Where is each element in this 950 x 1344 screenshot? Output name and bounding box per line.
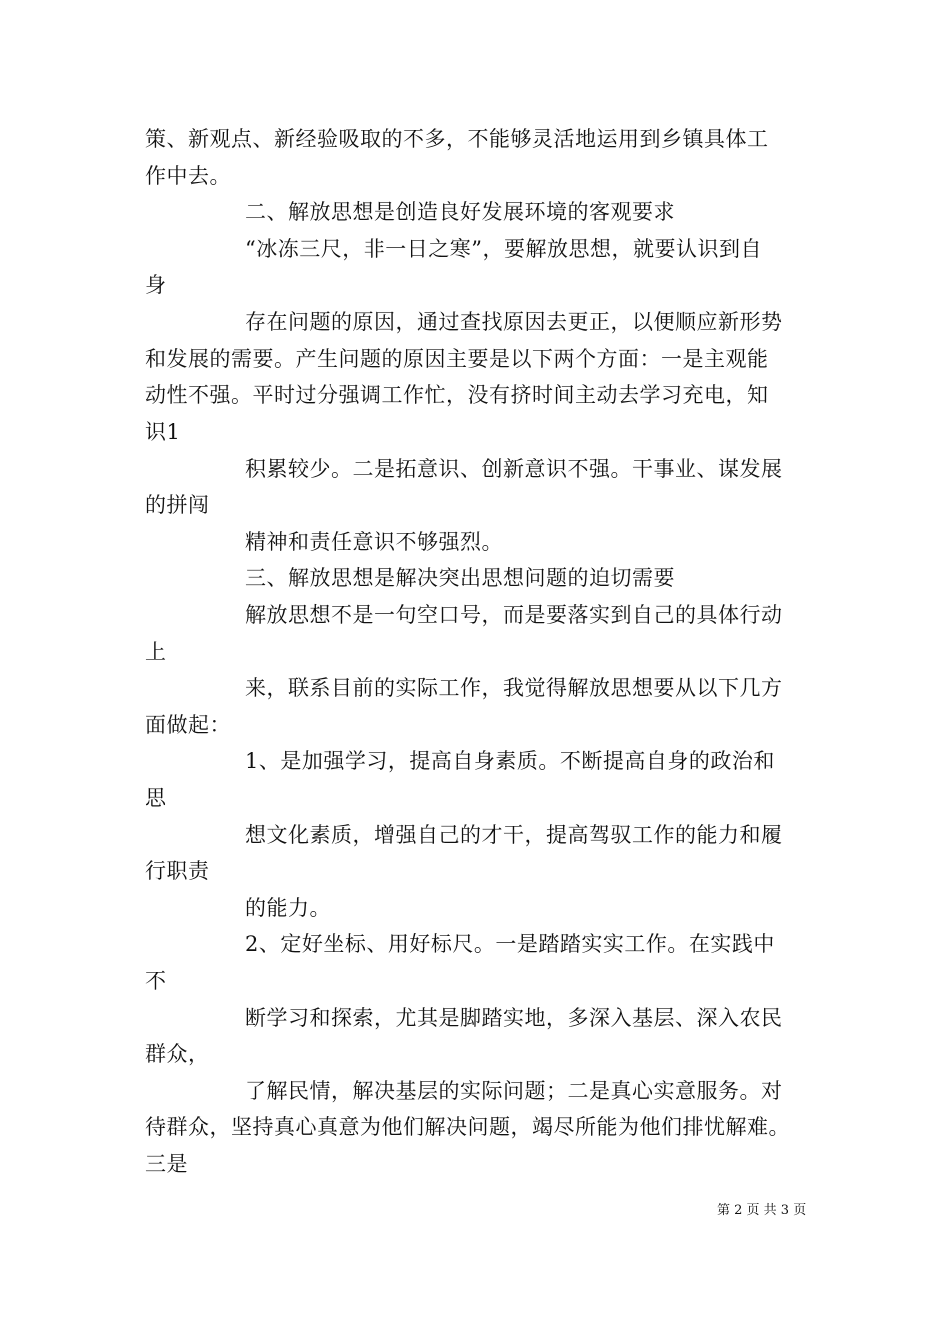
text-line: 面做起： [145,713,231,737]
text-line: 策、新观点、新经验吸取的不多，不能够灵活地运用到乡镇具体工 [145,127,769,151]
text-line: 的能力。 [245,896,331,920]
text-line: 思 [145,786,167,810]
text-line: 存在问题的原因，通过查找原因去更正，以便顺应新形势 [245,310,783,334]
text-line: 了解民情，解决基层的实际问题；二是真心实意服务。对 [245,1079,783,1103]
text-line: 上 [145,640,167,664]
text-line: 不 [145,969,167,993]
text-line: 群众， [145,1042,210,1066]
text-line: 识1 [145,420,181,444]
text-line: 动性不强。平时过分强调工作忙，没有挤时间主动去学习充电，知 [145,383,769,407]
text-line: 想文化素质，增强自己的才干，提高驾驭工作的能力和履 [245,823,783,847]
text-line: 行职责 [145,859,210,883]
text-line: 来，联系目前的实际工作，我觉得解放思想要从以下几方 [245,676,783,700]
text-line: 待群众，坚持真心真意为他们解决问题，竭尽所能为他们排忧解难。 [145,1115,790,1139]
text-line: 身 [145,273,167,297]
text-line: 2、定好坐标、用好标尺。一是踏踏实实工作。在实践中 [245,932,775,956]
text-line: 1、是加强学习，提高自身素质。不断提高自身的政治和 [245,749,775,773]
text-line: 三是 [145,1152,188,1176]
text-line: 和发展的需要。产生问题的原因主要是以下两个方面：一是主观能 [145,347,769,371]
section-heading: 二、解放思想是创造良好发展环境的客观要求 [245,200,675,224]
text-line: 解放思想不是一句空口号，而是要落实到自己的具体行动 [245,603,783,627]
text-line: 作中去。 [145,164,231,188]
text-line: 的拼闯 [145,493,210,517]
text-line: 精神和责任意识不够强烈。 [245,530,503,554]
text-line: 断学习和探索，尤其是脚踏实地，多深入基层、深入农民 [245,1006,783,1030]
text-line: “冰冻三尺，非一日之寒”，要解放思想，就要认识到自 [245,237,762,261]
text-line: 积累较少。二是拓意识、创新意识不强。干事业、谋发展 [245,457,783,481]
section-heading: 三、解放思想是解决突出思想问题的迫切需要 [245,566,675,590]
page-number: 第 2 页 共 3 页 [717,1203,807,1218]
